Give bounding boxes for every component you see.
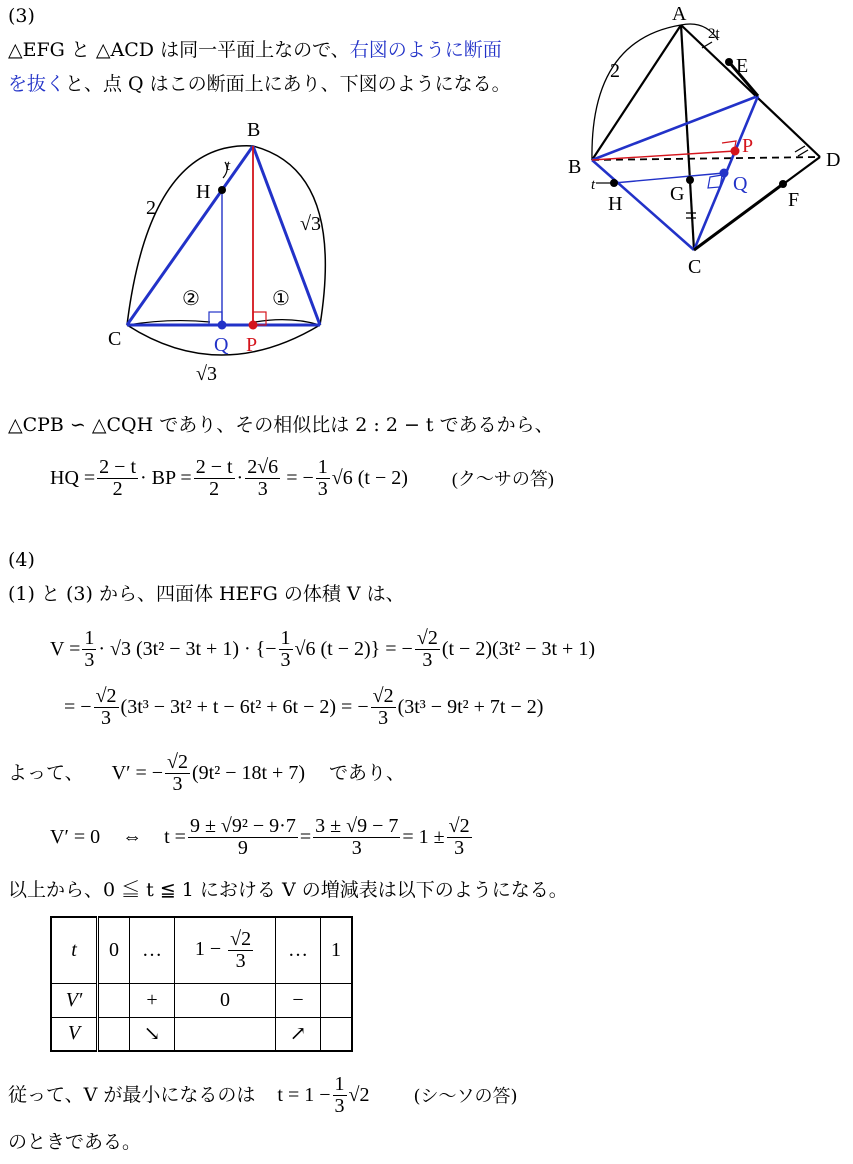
hq-eq2: = − — [286, 466, 314, 489]
label-t: t — [226, 158, 231, 174]
cell-t-1: 1 — [321, 917, 353, 983]
part3-line2 — [8, 72, 511, 96]
v2-frac-2-den: 3 — [378, 706, 389, 729]
hq-frac-4-num: 1 — [317, 455, 328, 478]
part3-line1-link: 右図のように断面 — [349, 39, 502, 61]
root-frac-1-num: 9 ± √9² − 9·7 — [189, 814, 296, 837]
part3-line2-b: と、点 Q はこの断面上にあり、下図のようになる。 — [65, 73, 511, 95]
edge-ac — [681, 25, 694, 250]
cell-t-dots-2: … — [276, 917, 321, 983]
label-p: P — [742, 135, 754, 157]
v1-frac-2 — [279, 628, 293, 671]
similarity-line: △CPB ∽ △CQH であり、その相似比は 2 : 2 − t であるから、 — [8, 414, 554, 436]
label-sqrt3-right: √3 — [300, 213, 321, 235]
part3-line1-a: △EFG と △ACD は同一平面上なので、 — [8, 39, 350, 61]
label-2t: 2t — [708, 26, 720, 42]
conclusion-tail: √2 — [348, 1083, 370, 1106]
conclusion-frac-num: 1 — [334, 1072, 345, 1095]
table-row-t — [51, 917, 352, 983]
label-sqrt3-bottom: √3 — [196, 363, 217, 385]
label-a: A — [672, 3, 687, 25]
root-frac-1 — [188, 816, 298, 859]
hq-frac-1-num: 2 − t — [99, 455, 137, 478]
v1-frac-3 — [415, 628, 440, 671]
hq-lhs: HQ = — [50, 466, 96, 489]
label-q: Q — [733, 173, 748, 195]
hq-frac-1 — [97, 457, 138, 500]
vprime-lhs: V′ = − — [111, 761, 164, 784]
edge-ab — [592, 25, 681, 160]
cell-t-0: 0 — [98, 917, 130, 983]
label-f: F — [788, 189, 800, 211]
label-d: D — [826, 149, 841, 171]
point-f — [779, 180, 787, 188]
label-q: Q — [214, 334, 229, 356]
label-e: E — [736, 55, 749, 77]
vprime-tail: (9t² − 18t + 7) — [192, 761, 305, 784]
label-h: H — [608, 193, 623, 215]
tick-fd-1 — [795, 146, 805, 152]
cell-t-critical-one: 1 − — [194, 937, 222, 960]
hq-frac-2 — [194, 457, 235, 500]
hq-bp: · BP = — [140, 466, 192, 489]
part3-line1 — [8, 38, 502, 62]
root-frac-3-num: √2 — [448, 814, 470, 837]
root-frac-2-num: 3 ± √9 − 7 — [315, 814, 399, 837]
hq-frac-3-num: 2√6 — [247, 455, 279, 478]
label-2: 2 — [146, 197, 156, 219]
label-c: C — [688, 256, 702, 278]
v-lhs: V = — [50, 637, 81, 660]
v2-frac-1-num: √2 — [95, 684, 117, 707]
figure-tetrahedron — [560, 0, 850, 280]
label-2: 2 — [610, 60, 620, 82]
cell-t-dots-1: … — [130, 917, 175, 983]
table-row-v — [51, 1017, 352, 1051]
roots-line — [50, 808, 474, 866]
root-eq: = — [299, 825, 312, 848]
vprime-frac-num: √2 — [167, 750, 188, 773]
point-q — [720, 169, 729, 178]
increase-decrease-table — [50, 916, 353, 1052]
label-b: B — [568, 156, 582, 178]
hq-frac-4-den: 3 — [317, 477, 328, 500]
point-h — [218, 186, 226, 194]
conclusion-a: 従って、V が最小になるのは — [8, 1084, 256, 1106]
cell-vprime-1 — [321, 983, 353, 1017]
cell-v: V — [51, 1017, 98, 1051]
label-p: P — [246, 334, 258, 356]
label-c: C — [108, 328, 122, 350]
root-frac-2 — [313, 816, 400, 859]
label-b: B — [247, 119, 261, 141]
cell-t: t — [51, 917, 98, 983]
hq-frac-3-den: 3 — [257, 477, 268, 500]
label-t: t — [591, 177, 596, 193]
right-angle-q — [708, 175, 722, 188]
tick-fd-2 — [798, 150, 808, 156]
cell-t-critical-frac — [228, 929, 253, 972]
table-row-vprime — [51, 983, 352, 1017]
answer-note-shi-so: (シ〜ソの答) — [413, 1086, 518, 1107]
point-p — [731, 147, 740, 156]
line-hq — [614, 173, 724, 183]
v-line-1 — [50, 620, 595, 678]
hq-frac-3 — [245, 457, 280, 500]
hq-frac-2-num: 2 − t — [195, 455, 233, 478]
vprime-line — [8, 744, 405, 802]
root-frac-1-den: 9 — [237, 836, 248, 859]
answer-note-ku-sa: (ク〜サの答) — [451, 469, 554, 489]
root-eq2: = 1 ± — [402, 825, 445, 848]
v2-frac-2-num: √2 — [372, 684, 394, 707]
cell-v-arrow-2: ↗ — [276, 1017, 321, 1051]
vprime-frac-den: 3 — [172, 772, 183, 795]
label-g: G — [670, 183, 685, 205]
hq-dot: · — [236, 466, 244, 489]
point-g — [686, 176, 694, 184]
hq-tail: √6 (t − 2) — [331, 466, 408, 489]
v1-frac-1-den: 3 — [84, 648, 95, 671]
point-q — [218, 321, 227, 330]
v1-tail: (t − 2)(3t² − 3t + 1) — [441, 637, 595, 660]
part4-label: (4) — [8, 549, 35, 571]
v2-frac-1-den: 3 — [101, 706, 112, 729]
v2-frac-1 — [94, 686, 119, 729]
cell-t-critical-den: 3 — [235, 949, 246, 972]
cell-v-critical — [175, 1017, 276, 1051]
conclusion-line — [8, 1066, 518, 1124]
v1-frac-2-den: 3 — [280, 648, 291, 671]
vprime-frac — [165, 752, 190, 795]
table-intro: 以上から、0 ≦ t ≦ 1 における V の増減表は以下のようになる。 — [8, 879, 568, 901]
point-e — [725, 58, 733, 66]
v2-frac-2 — [371, 686, 396, 729]
cell-v-0 — [98, 1017, 130, 1051]
cell-vprime-minus: − — [276, 983, 321, 1017]
v1-frac-3-den: 3 — [422, 648, 433, 671]
label-circle-1: ① — [272, 288, 290, 310]
conclusion-frac-den: 3 — [334, 1094, 345, 1117]
root-frac-3-den: 3 — [454, 836, 465, 859]
conclusion-t: t = 1 − — [277, 1083, 331, 1106]
label-h: H — [196, 181, 211, 203]
hq-frac-1-den: 2 — [112, 477, 123, 500]
point-p — [249, 321, 258, 330]
v1-frac-1 — [82, 628, 96, 671]
v1-frac-1-num: 1 — [84, 626, 95, 649]
v1-frac-3-num: √2 — [416, 626, 438, 649]
label-circle-2: ② — [182, 288, 200, 310]
part4-intro: (1) と (3) から、四面体 HEFG の体積 V は、 — [8, 583, 405, 605]
cell-vprime-plus: + — [130, 983, 175, 1017]
cell-v-arrow-1: ↘ — [130, 1017, 175, 1051]
v2-mid: (3t³ − 3t² + t − 6t² + 6t − 2) = − — [120, 695, 369, 718]
root-frac-3 — [447, 816, 472, 859]
yotte: よって、 — [8, 762, 84, 784]
cell-vprime: V′ — [51, 983, 98, 1017]
vprime-after: であり、 — [329, 762, 406, 784]
zero-lhs: V′ = 0 — [50, 825, 101, 848]
cell-vprime-0 — [98, 983, 130, 1017]
part3-line2-link: を抜く — [8, 73, 66, 95]
iff-symbol: ⇔ — [122, 825, 143, 848]
hq-frac-2-den: 2 — [209, 477, 220, 500]
cell-t-critical-num: √2 — [230, 927, 252, 950]
cell-t-critical — [175, 917, 276, 983]
v1-mid: · √3 (3t² − 3t + 1) · {− — [98, 637, 277, 660]
v2-tail: (3t³ − 9t² + 7t − 2) — [397, 695, 544, 718]
root-frac-2-den: 3 — [351, 836, 362, 859]
conclusion-frac — [333, 1074, 347, 1117]
hq-frac-4 — [316, 457, 330, 500]
cell-v-1 — [321, 1017, 353, 1051]
v1-mid2: √6 (t − 2)} = − — [294, 637, 413, 660]
hq-equation — [50, 450, 554, 506]
part3-label: (3) — [8, 5, 35, 27]
v-line-2 — [64, 678, 543, 736]
v2-a: = − — [64, 695, 92, 718]
figure-cross-section — [100, 110, 380, 400]
final-line: のときである。 — [8, 1131, 142, 1153]
v1-frac-2-num: 1 — [280, 626, 291, 649]
cell-vprime-zero: 0 — [175, 983, 276, 1017]
t-eq: t = — [164, 825, 186, 848]
